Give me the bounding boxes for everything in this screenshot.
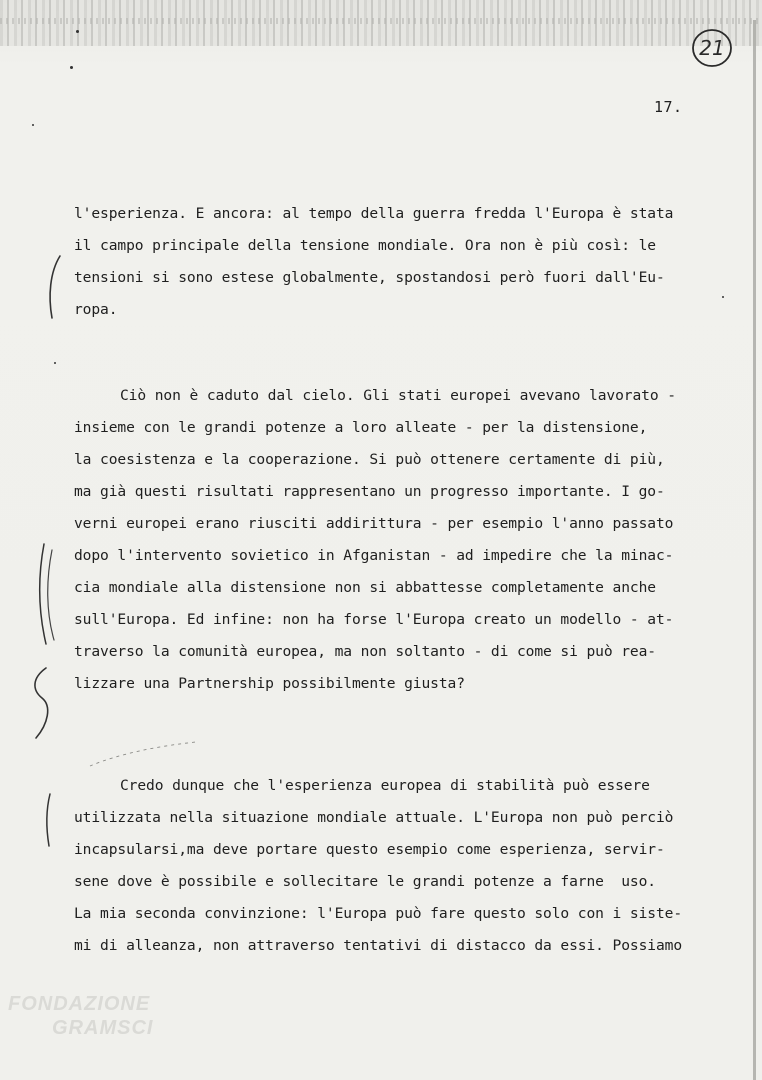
watermark-line: GRAMSCI [52,1017,154,1039]
scan-top-edge [0,0,762,46]
text-line: dopo l'intervento sovietico in Afganistan - ad impedire che la minac- [74,547,674,564]
text-line: incapsularsi,ma deve portare questo esempio come esperienza, servir- [74,841,665,858]
text-line: l'esperienza. E ancora: al tempo della guerra fredda l'Europa è stata [74,205,674,222]
text-line: ma già questi risultati rappresentano un progresso importante. I go- [74,483,665,500]
text-line: traverso la comunità europea, ma non soltanto - di come si può rea- [74,643,656,660]
text-line: cia mondiale alla distensione non si abbattesse completamente anche [74,579,656,596]
paragraph-3 [74,770,724,962]
margin-bracket-mark [40,790,58,850]
text-line: mi di alleanza, non attraverso tentativi di distacco da essi. Possiamo [74,937,683,954]
text-line: verni europei erano riusciti addirittura - per esempio l'anno passato [74,515,674,532]
margin-bracket-mark [44,252,66,324]
text-line: insieme con le grandi potenze a loro alleate - per la distensione, [74,419,648,436]
paragraph-2 [74,380,724,700]
text-line: la coesistenza e la cooperazione. Si può ottenere certamente di più, [74,451,665,468]
margin-squiggle-mark [28,664,54,742]
watermark-line: FONDAZIONE [8,993,151,1015]
text-line: ropa. [74,301,118,318]
text-line: Credo dunque che l'esperienza europea di stabilità può essere [120,777,650,794]
text-line: sene dove è possibile e sollecitare le grandi potenze a farne uso. [74,873,656,890]
text-line: La mia seconda convinzione: l'Europa può fare questo solo con i siste- [74,905,683,922]
margin-double-line-mark [34,540,60,648]
text-line: tensioni si sono estese globalmente, spostandosi però fuori dall'Eu- [74,269,665,286]
scan-speck [76,30,79,33]
text-line: sull'Europa. Ed infine: non ha forse l'Europa creato un modello - at- [74,611,674,628]
page-number: 17. [654,98,683,116]
scan-speck [54,362,56,364]
stray-pencil-stroke [88,740,198,770]
scan-speck [32,124,34,126]
text-line: lizzare una Partnership possibilmente giusta? [74,675,465,692]
paragraph-1 [74,198,724,326]
circle-stamp-icon [690,26,734,70]
handwritten-archive-number [690,26,734,70]
scan-speck [70,66,73,69]
scan-right-edge [753,20,756,1080]
text-line: il campo principale della tensione mondiale. Ora non è più così: le [74,237,656,254]
text-line: utilizzata nella situazione mondiale attuale. L'Europa non può perciò [74,809,674,826]
archive-number-text: 21 [699,36,725,60]
archive-watermark [8,992,153,1040]
text-line: Ciò non è caduto dal cielo. Gli stati europei avevano lavorato - [120,387,676,404]
